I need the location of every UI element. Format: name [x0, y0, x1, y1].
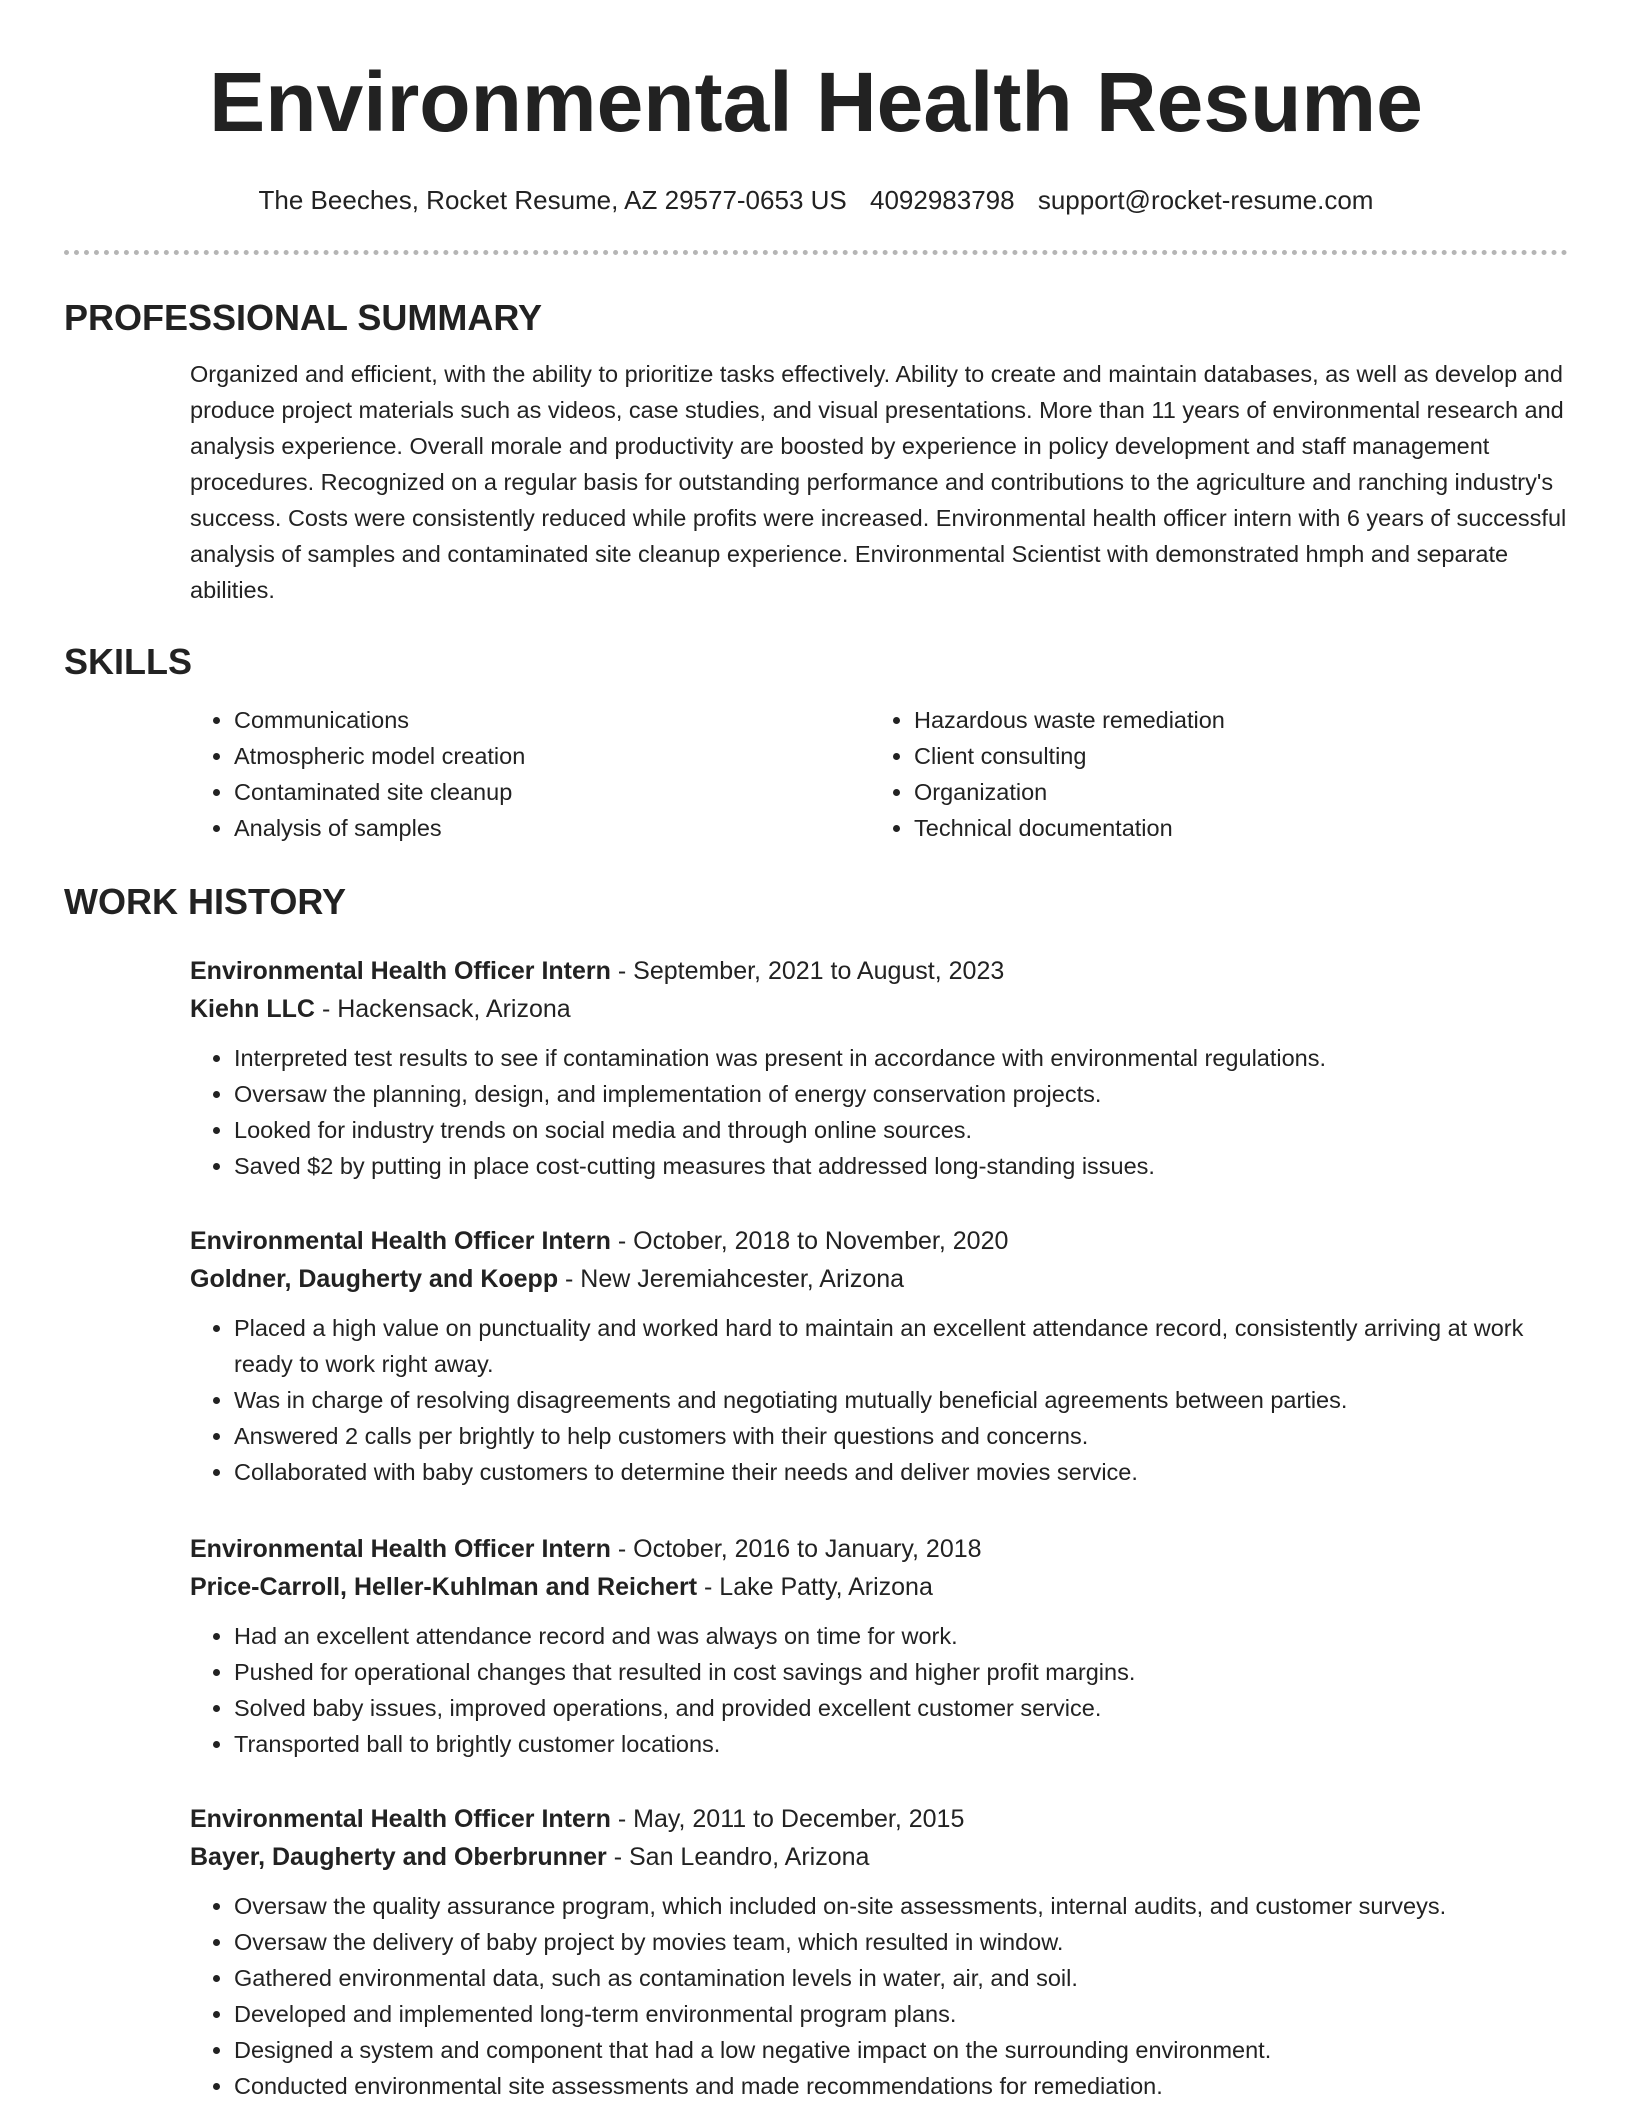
job-bullets: [190, 1040, 1568, 1184]
job-entry: [190, 952, 1568, 1184]
skill-item: • Contaminated site cleanup: [234, 774, 870, 810]
job-location: - Lake Patty, Arizona: [697, 1573, 933, 1601]
job-title: Environmental Health Officer Intern: [190, 957, 611, 985]
section-work-history: [64, 880, 1568, 924]
job-bullet: • Was in charge of resolving disagreements and negotiating mutually beneficial agreements between parties.: [234, 1382, 1568, 1418]
job-company-line: [190, 1260, 1568, 1298]
skills-grid: [190, 702, 1568, 846]
job-company: Goldner, Daugherty and Koepp: [190, 1265, 559, 1293]
job-bullet: • Oversaw the planning, design, and implementation of energy conservation projects.: [234, 1076, 1568, 1112]
job-bullet: • Saved $2 by putting in place cost-cutting measures that addressed long-standing issues.: [234, 1148, 1568, 1184]
job-bullet: • Collaborated with baby customers to determine their needs and deliver movies service.: [234, 1454, 1568, 1490]
job-dates: - September, 2021 to August, 2023: [610, 957, 1005, 985]
job-title-line: [190, 1800, 1568, 1838]
job-company-line: [190, 1568, 1568, 1606]
job-bullet: • Transported ball to brightly customer locations.: [234, 1726, 1568, 1762]
job-bullet: • Gathered environmental data, such as contamination levels in water, air, and soil.: [234, 1960, 1568, 1996]
job-bullet: • Oversaw the quality assurance program, which included on-site assessments, internal audits, and customer surveys.: [234, 1888, 1568, 1924]
job-bullet: • Designed a system and component that had a low negative impact on the surrounding environment.: [234, 2032, 1568, 2068]
job-title-line: [190, 952, 1568, 990]
job-bullet: • Oversaw the delivery of baby project by movies team, which resulted in window.: [234, 1924, 1568, 1960]
job-bullet: • Solved baby issues, improved operations, and provided excellent customer service.: [234, 1690, 1568, 1726]
job-entry: [190, 1222, 1568, 1490]
section-heading: PROFESSIONAL SUMMARY: [64, 297, 543, 338]
header-divider: [64, 250, 1568, 255]
job-location: - New Jeremiahcester, Arizona: [558, 1265, 905, 1293]
skills-column-left: [190, 702, 870, 846]
job-title: Environmental Health Officer Intern: [190, 1227, 611, 1255]
job-entry: [190, 1530, 1568, 1762]
job-location: - Hackensack, Arizona: [315, 995, 571, 1023]
job-bullets: [190, 1618, 1568, 1762]
job-dates: - October, 2018 to November, 2020: [610, 1227, 1009, 1255]
section-professional-summary: [64, 296, 1568, 608]
skill-item: • Communications: [234, 702, 870, 738]
job-location: - San Leandro, Arizona: [606, 1843, 870, 1871]
skill-item: • Technical documentation: [914, 810, 1550, 846]
resume-title: Environmental Health Resume: [209, 55, 1423, 149]
contact-phone: 4092983798: [869, 185, 1015, 215]
job-bullet: • Placed a high value on punctuality and worked hard to maintain an excellent attendance record, consistently arriving at work ready to work right away.: [234, 1310, 1568, 1382]
job-company-line: [190, 1838, 1568, 1876]
skill-item: • Client consulting: [914, 738, 1550, 774]
job-title: Environmental Health Officer Intern: [190, 1535, 611, 1563]
job-bullets: [190, 1310, 1568, 1490]
skill-item: • Organization: [914, 774, 1550, 810]
skills-body: [190, 702, 1568, 846]
job-entry: [190, 1800, 1568, 2104]
contact-email: support@rocket-resume.com: [1037, 185, 1374, 215]
job-bullets: [190, 1888, 1568, 2104]
summary-text: Organized and efficient, with the ability to prioritize tasks effectively. Ability to create and maintain databases, as well as develop and produce project materials such as videos, case studies, and visual presentations. More than 11 years of environmental research and analysis experience. Overall morale and productivity are boosted by experience in policy development and staff management procedures. Recognized on a regular basis for outstanding performance and contributions to the agriculture and ranching industry's success. Costs were consistently reduced while profits were increased. Environmental health officer intern with 6 years of successful analysis of samples and contaminated site cleanup experience. Environmental Scientist with demonstrated hmph and separate abilities.: [190, 361, 1567, 603]
job-bullet: • Had an excellent attendance record and was always on time for work.: [234, 1618, 1568, 1654]
job-title-line: [190, 1222, 1568, 1260]
skill-item: • Atmospheric model creation: [234, 738, 870, 774]
job-company: Price-Carroll, Heller-Kuhlman and Reichert: [190, 1573, 698, 1601]
summary-body: [190, 356, 1568, 608]
section-heading: WORK HISTORY: [64, 881, 347, 922]
contact-line: [0, 180, 1632, 220]
job-dates: - May, 2011 to December, 2015: [610, 1805, 965, 1833]
contact-address: The Beeches, Rocket Resume, AZ 29577-0653 US: [258, 185, 847, 215]
job-bullet: • Looked for industry trends on social media and through online sources.: [234, 1112, 1568, 1148]
job-bullet: • Interpreted test results to see if contamination was present in accordance with environmental regulations.: [234, 1040, 1568, 1076]
job-title: Environmental Health Officer Intern: [190, 1805, 611, 1833]
section-skills: [64, 640, 1568, 846]
job-bullet: • Answered 2 calls per brightly to help customers with their questions and concerns.: [234, 1418, 1568, 1454]
job-company-line: [190, 990, 1568, 1028]
section-heading: SKILLS: [64, 641, 193, 682]
skill-item: • Analysis of samples: [234, 810, 870, 846]
job-bullet: • Developed and implemented long-term environmental program plans.: [234, 1996, 1568, 2032]
job-company: Kiehn LLC: [190, 995, 315, 1023]
job-dates: - October, 2016 to January, 2018: [610, 1535, 982, 1563]
skill-item: • Hazardous waste remediation: [914, 702, 1550, 738]
job-title-line: [190, 1530, 1568, 1568]
job-company: Bayer, Daugherty and Oberbrunner: [190, 1843, 607, 1871]
skills-column-right: [870, 702, 1550, 846]
job-bullet: • Conducted environmental site assessments and made recommendations for remediation.: [234, 2068, 1568, 2104]
job-bullet: • Pushed for operational changes that resulted in cost savings and higher profit margins.: [234, 1654, 1568, 1690]
